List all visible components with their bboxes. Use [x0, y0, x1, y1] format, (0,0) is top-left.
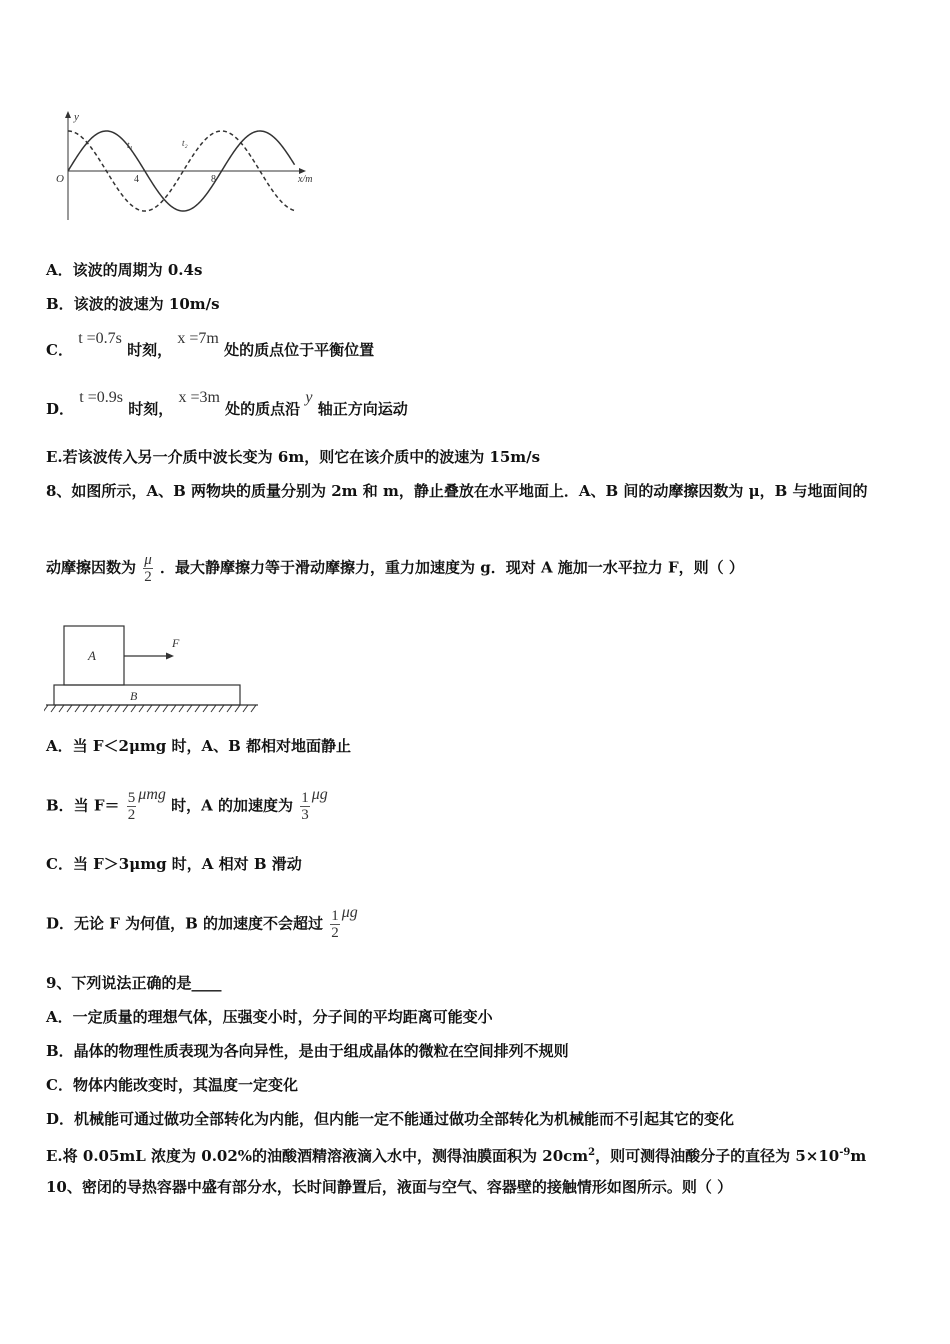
- q8-b-f1-denominator: 2: [127, 807, 136, 823]
- q8-stem-line2-b: ．最大静摩擦力等于滑动摩擦力，重力加速度为 g．现对 A 施加一水平拉力 F，则（ ）: [160, 558, 744, 577]
- q7-d-suffix-a: 处的质点沿: [225, 400, 301, 418]
- q8-d-tail: μg: [341, 903, 358, 921]
- q7-d-y-symbol: y: [305, 389, 313, 406]
- hatch-mark: [123, 705, 128, 712]
- hatch-mark: [211, 705, 216, 712]
- q9-option-b: B．晶体的物理性质表现为各向异性，是由于组成晶体的微粒在空间排列不规则: [46, 1042, 569, 1060]
- origin-label: O: [56, 173, 64, 185]
- hatch-mark: [139, 705, 144, 712]
- q7-c-time: t =0.7s: [78, 330, 122, 347]
- q9-e-sup-2: -9: [839, 1147, 851, 1158]
- q7-d-position: x =3m: [178, 389, 220, 406]
- q8-b-f2-tail: μg: [311, 785, 328, 803]
- q8-d-prefix: D．无论 F 为何值，B 的加速度不会超过: [46, 914, 324, 933]
- q9-option-e: [46, 1143, 866, 1166]
- q7-option-b: B．该波的波速为 10m/s: [46, 295, 220, 313]
- q8-frac-denominator: 2: [144, 569, 152, 585]
- hatch-mark: [235, 705, 240, 712]
- q8-d-numerator: 1: [331, 908, 339, 924]
- q8-mu-half-fraction: [143, 552, 153, 585]
- hatch-mark: [179, 705, 184, 712]
- hatch-mark: [131, 705, 136, 712]
- q9-e-part-b: ，则可测得油酸分子的直径为 5×10: [595, 1147, 840, 1165]
- q8-d-denominator: 2: [331, 925, 339, 941]
- q8-option-a: A．当 F＜2μmg 时，A、B 都相对地面静止: [46, 737, 352, 755]
- hatch-mark: [171, 705, 176, 712]
- hatch-mark: [203, 705, 208, 712]
- block-a-label: A: [88, 648, 96, 663]
- curve2-label: t₂: [182, 138, 188, 148]
- q8-stem-line2-a: 动摩擦因数为: [46, 558, 137, 577]
- q7-d-time: t =0.9s: [79, 389, 123, 406]
- hatch-mark: [115, 705, 120, 712]
- q7-option-a: A．该波的周期为 0.4s: [46, 261, 203, 279]
- q8-b-f2-numerator: 1: [301, 790, 309, 806]
- hatch-mark: [91, 705, 96, 712]
- block-b-label: B: [130, 689, 138, 703]
- q8-b-mid: 时，A 的加速度为: [171, 796, 293, 815]
- q7-d-suffix-b: 轴正方向运动: [317, 400, 408, 418]
- tick-4-label: 4: [134, 174, 139, 185]
- q7-option-c: [46, 330, 375, 361]
- block-b: [54, 685, 240, 705]
- x-axis-label: x/m: [298, 174, 313, 185]
- tick-8-label: 8: [211, 174, 216, 185]
- ground-hatching: [44, 705, 256, 712]
- hatch-mark: [67, 705, 72, 712]
- blocks-figure: [44, 622, 264, 718]
- hatch-mark: [155, 705, 160, 712]
- q7-c-position: x =7m: [177, 330, 219, 347]
- q9-option-c: C．物体内能改变时，其温度一定变化: [46, 1076, 298, 1094]
- q9-e-part-a: E.将 0.05mL 浓度为 0.02%的油酸酒精溶液滴入水中，测得油膜面积为 20cm: [46, 1147, 589, 1165]
- q8-option-b: [46, 785, 328, 823]
- q9-e-sup-1: 2: [588, 1147, 596, 1158]
- q8-b-prefix: B．当 F＝: [46, 796, 120, 815]
- q9-e-part-c: m: [850, 1147, 867, 1165]
- hatch-mark: [195, 705, 200, 712]
- hatch-mark: [75, 705, 80, 712]
- force-arrowhead: [166, 653, 174, 660]
- hatch-mark: [187, 705, 192, 712]
- q7-c-prefix: C．: [46, 341, 73, 359]
- hatch-mark: [44, 705, 48, 712]
- q8-b-f2-denominator: 3: [301, 807, 309, 823]
- hatch-mark: [219, 705, 224, 712]
- hatch-mark: [59, 705, 64, 712]
- q8-b-fraction-2: [300, 790, 310, 823]
- q9-stem: 9、下列说法正确的是____: [46, 974, 222, 992]
- q7-option-d: [46, 389, 408, 420]
- q8-b-f1-numerator: 5: [127, 790, 136, 806]
- curve1-label: t₁: [127, 140, 133, 150]
- hatch-mark: [163, 705, 168, 712]
- q8-b-f1-tail: μmg: [138, 785, 166, 803]
- q8-d-fraction: [330, 908, 340, 941]
- q7-c-mid: 时刻，: [127, 341, 173, 359]
- hatch-mark: [99, 705, 104, 712]
- q7-d-mid: 时刻，: [128, 400, 174, 418]
- q8-b-fraction-1: [127, 790, 137, 823]
- wave-figure: [50, 108, 330, 226]
- q9-option-d: D．机械能可通过做功全部转化为内能，但内能一定不能通过做功全部转化为机械能而不引起其它的变化: [46, 1110, 735, 1128]
- force-label: F: [172, 636, 180, 650]
- hatch-mark: [227, 705, 232, 712]
- hatch-mark: [243, 705, 248, 712]
- y-axis-label: y: [74, 111, 79, 123]
- q8-frac-numerator: μ: [144, 552, 152, 568]
- hatch-mark: [251, 705, 256, 712]
- q8-stem-line1: 8、如图所示，A、B 两物块的质量分别为 2m 和 m，静止叠放在水平地面上．A、B 间的动摩擦因数为 μ，B 与地面间的: [46, 482, 868, 500]
- q9-option-a: A．一定质量的理想气体，压强变小时，分子间的平均距离可能变小: [46, 1008, 493, 1026]
- q8-option-d: [46, 903, 358, 941]
- q7-c-suffix: 处的质点位于平衡位置: [224, 341, 375, 359]
- q8-stem-line2: [46, 552, 744, 585]
- hatch-mark: [147, 705, 152, 712]
- q7-option-e: E.若该波传入另一介质中波长变为 6m，则它在该介质中的波速为 15m/s: [46, 448, 541, 466]
- y-axis-arrow: [65, 111, 71, 118]
- hatch-mark: [83, 705, 88, 712]
- hatch-mark: [107, 705, 112, 712]
- q7-d-prefix: D．: [46, 400, 75, 418]
- q10-stem: 10、密闭的导热容器中盛有部分水，长时间静置后，液面与空气、容器壁的接触情形如图所示。则（ ）: [46, 1178, 733, 1196]
- q8-option-c: C．当 F＞3μmg 时，A 相对 B 滑动: [46, 855, 302, 873]
- hatch-mark: [51, 705, 56, 712]
